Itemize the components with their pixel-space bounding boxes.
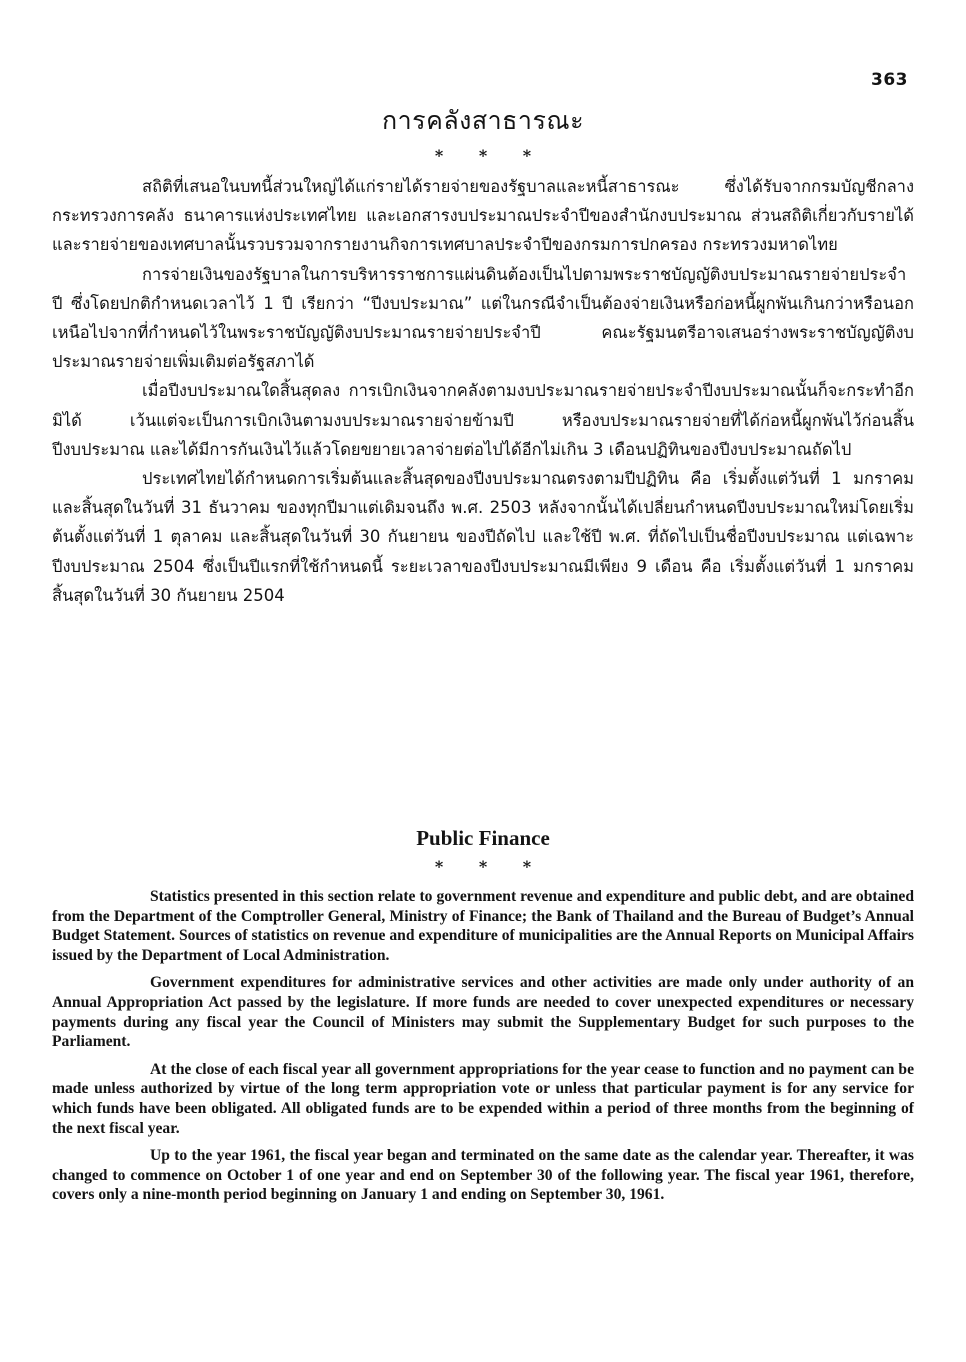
thai-title: การคลังสาธารณะ (382, 106, 584, 135)
english-paragraph-1: Statistics presented in this section relate to government revenue and expenditure and public debt, and are obtained from the Department of the Comptroller General, Ministry of Finance; the Bank of Thailand and the Bureau of Budget’s Annual Budget Statement. Sources of statistics on revenue and expenditure of municipalities are the Annual Reports on Municipal Affairs issued by the Department of Local Administration. (52, 888, 914, 964)
thai-section-stars: * * * (434, 146, 532, 165)
english-paragraph-3: At the close of each fiscal year all government appropriations for the year cease to function and no payment can be made unless authorized by virtue of the long term appropriation vote or unless that particular payment is for any service for which funds have been obligated. All obligated funds are to be expended within a period of three months from the beginning of the next fiscal year. (52, 1060, 914, 1137)
thai-paragraph-1: สถิติที่เสนอในบทนี้ส่วนใหญ่ได้แก่รายได้รายจ่ายของรัฐบาลและหนี้สาธารณะ ซึ่งได้รับจากกรมบัญชีกลาง กระทรวงการคลัง ธนาคารแห่งประเทศไทย และเอกสารงบประมาณประจำปีของสำนักงบประมาณ ส่วนสถิติเกี่ยวกับรายได้และรายจ่ายของเทศบาลนั้นรวบรวมจากรายงานกิจการเทศบาลประจำปีของกรมการปกครอง กระทรวงมหาดไทย (52, 177, 914, 255)
english-paragraph-2: Government expenditures for administrative services and other activities are made only under authority of an Annual Appropriation Act passed by the legislature. If more funds are needed to cover unexpected expenditures or necessary payments during any fiscal year the Council of Ministers may submit the Supplementary Budget for such purposes to the Parliament. (52, 974, 914, 1051)
page-number: 363 (871, 70, 908, 90)
english-title: Public Finance (416, 826, 550, 850)
thai-section (52, 104, 914, 610)
english-section-stars: * * * (434, 857, 532, 876)
thai-paragraph-2: การจ่ายเงินของรัฐบาลในการบริหารราชการแผ่นดินต้องเป็นไปตามพระราชบัญญัติงบประมาณรายจ่ายประจำปี ซึ่งโดยปกติกำหนดเวลาไว้ 1 ปี เรียกว่า “ปีงบประมาณ” แต่ในกรณีจำเป็นต้องจ่ายเงินหรือก่อหนี้ผูกพันเกินกว่าหรือนอกเหนือไปจากที่กำหนดไว้ในพระราชบัญญัติงบประมาณรายจ่ายประจำปี คณะรัฐมนตรีอาจเสนอร่างพระราชบัญญัติงบประมาณรายจ่ายเพิ่มเติมต่อรัฐสภาได้ (52, 264, 914, 372)
thai-paragraph-4: ประเทศไทยได้กำหนดการเริ่มต้นและสิ้นสุดของปีงบประมาณตรงตามปีปฏิทิน คือ เริ่มตั้งแต่วันที่ 1 มกราคม และสิ้นสุดในวันที่ 31 ธันวาคม ของทุกปีมาแต่เดิมจนถึง พ.ศ. 2503 หลังจากนั้นได้เปลี่ยนกำหนดปีงบประมาณใหม่โดยเริ่มต้นตั้งแต่วันที่ 1 ตุลาคม และสิ้นสุดในวันที่ 30 กันยายน ของปีถัดไป และใช้ปี พ.ศ. ที่ถัดไปเป็นชื่อปีงบประมาณ แต่เฉพาะปีงบประมาณ 2504 ซึ่งเป็นปีแรกที่ใช้กำหนดนี้ ระยะเวลาของปีงบประมาณมีเพียง 9 เดือน คือ เริ่มตั้งแต่วันที่ 1 มกราคม สิ้นสุดในวันที่ 30 กันยายน 2504 (52, 469, 914, 605)
english-section (52, 824, 914, 1213)
english-paragraph-4: Up to the year 1961, the fiscal year began and terminated on the same date as the calendar year. Thereafter, it was changed to commence on October 1 of one year and end on September 30 of the following year. The fiscal year 1961, therefore, covers only a nine-month period beginning on January 1 and ending on September 30, 1961. (52, 1147, 914, 1204)
thai-paragraph-3: เมื่อปีงบประมาณใดสิ้นสุดลง การเบิกเงินจากคลังตามงบประมาณรายจ่ายประจำปีงบประมาณนั้นก็จะกระทำอีกมิได้ เว้นแต่จะเป็นการเบิกเงินตามงบประมาณรายจ่ายข้ามปี หรืองบประมาณรายจ่ายที่ได้ก่อหนี้ผูกพันไว้ก่อนสิ้นปีงบประมาณ และได้มีการกันเงินไว้แล้วโดยขยายเวลาจ่ายต่อไปได้อีกไม่เกิน 3 เดือนปฏิทินของปีงบประมาณถัดไป (52, 381, 914, 459)
